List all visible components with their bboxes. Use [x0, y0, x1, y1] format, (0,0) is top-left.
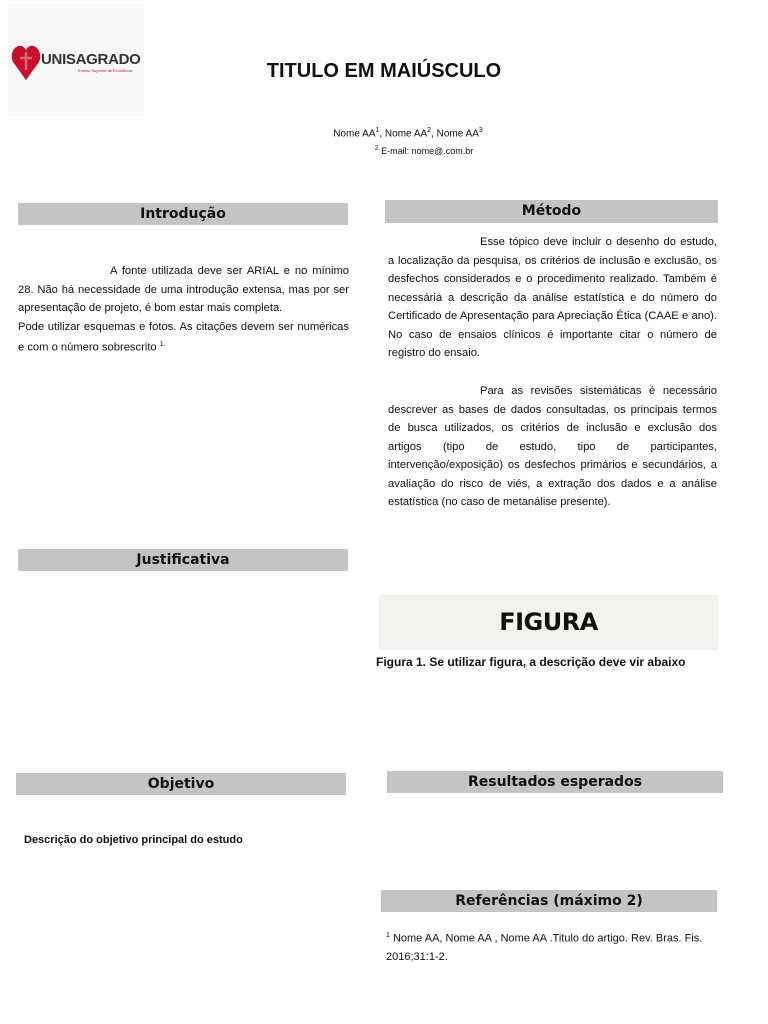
- author-3: Nome AA: [436, 128, 479, 140]
- section-header-introducao: Introdução: [18, 203, 348, 225]
- introducao-paragraph-2: [18, 318, 349, 358]
- objetivo-text-main: Descrição do objetivo principal do estudo: [24, 834, 243, 846]
- objetivo-text: [24, 834, 245, 846]
- logo-tagline: Ensino Superior de Excelência: [78, 68, 133, 73]
- section-header-resultados: Resultados esperados: [387, 771, 723, 793]
- logo-name: UNISAGRADO: [41, 51, 141, 68]
- section-header-referencias: Referências (máximo 2): [381, 890, 717, 912]
- author-1: Nome AA: [333, 128, 376, 140]
- figure-label: FIGURA: [499, 608, 598, 636]
- metodo-paragraph-1: Esse tópico deve incluir o desenho do estudo, a localização da pesquisa, os critérios de inclusão e exclusão, os desfechos considerados e o procedimento realizado. Também é necessária a descrição da análise estatística e do número do Certificado de Apresentação para Apreciação Ética (CAAE e ano). No caso de ensaios clínicos é importante citar o número de registro do ensaio.: [388, 236, 717, 359]
- authors-line: [0, 127, 768, 139]
- introducao-paragraph-2-text: Pode utilizar esquemas e fotos. As citações devem ser numéricas e com o número sobrescrito: [18, 320, 349, 354]
- author-separator: ,: [379, 128, 385, 140]
- author-2: Nome AA: [384, 128, 428, 140]
- author-2-sup: 2: [427, 127, 432, 134]
- page-title: TITULO EM MAIÚSCULO: [266, 60, 502, 82]
- email-line: [0, 145, 768, 156]
- reference-text: Nome AA, Nome AA , Nome AA .Titulo do artigo. Rev. Bras. Fis. 2016;31:1-2.: [386, 932, 703, 963]
- figure-placeholder: [379, 595, 718, 650]
- section-header-justificativa: Justificativa: [18, 549, 348, 571]
- citation-sup: 1.: [159, 341, 166, 348]
- author-separator: ,: [431, 128, 437, 140]
- introducao-body: [18, 262, 349, 357]
- email-sup: 2: [374, 145, 379, 152]
- objetivo-text-tail: .: [242, 839, 245, 845]
- section-header-metodo: Método: [385, 200, 718, 223]
- reference-sup: 1: [386, 932, 390, 939]
- author-1-sup: 1: [375, 127, 380, 134]
- author-3-sup: 3: [478, 127, 483, 134]
- reference-item: [386, 927, 722, 966]
- introducao-paragraph-1: A fonte utilizada deve ser ARIAL e no mínimo 28. Não há necessidade de uma introdução extensa, mas por ser apresentação de projeto, é bom estar mais completa.: [18, 265, 349, 314]
- figure-caption: Figura 1. Se utilizar figura, a descrição deve vir abaixo: [376, 655, 686, 669]
- section-header-objetivo: Objetivo: [16, 773, 346, 795]
- email-text: E-mail: nome@.com.br: [378, 146, 474, 156]
- metodo-paragraph-2: Para as revisões sistemáticas é necessário descrever as bases de dados consultadas, os principais termos de busca utilizados, os critérios de inclusão e exclusão dos artigos (tipo de estudo, tipo de participantes, intervenção/exposição) os desfechos primários e secundários, a avaliação do risco de viés, a extração dos dados e a análise estatística (no caso de metanálise presente).: [388, 385, 717, 508]
